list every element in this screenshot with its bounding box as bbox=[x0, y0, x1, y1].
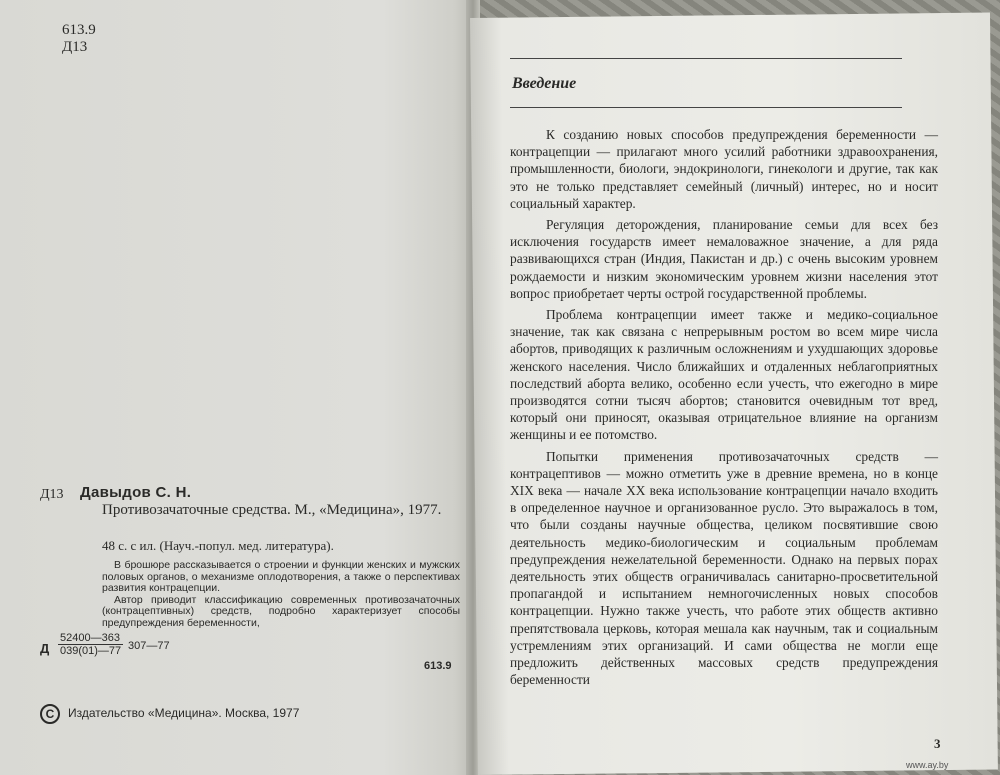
bottom-rule bbox=[510, 107, 902, 108]
publisher-text: Издательство «Медицина». Москва, 1977 bbox=[68, 706, 300, 721]
section-title: Введение bbox=[512, 75, 577, 92]
index-letter: Д bbox=[40, 641, 50, 656]
publisher-line bbox=[40, 704, 299, 724]
copyright-icon: C bbox=[40, 704, 60, 724]
author-name: Давыдов С. Н. bbox=[80, 484, 192, 501]
annotation bbox=[102, 560, 460, 629]
index-numerator: 52400—363 bbox=[58, 632, 123, 645]
left-page bbox=[0, 0, 478, 775]
library-code-udc: 613.9 bbox=[62, 22, 96, 38]
catalog-code: Д13 bbox=[40, 487, 64, 502]
index-order-number: 307—77 bbox=[128, 640, 170, 652]
annotation-paragraph: В брошюре рассказывается о строении и функции женских и мужских половых органов, о механизме оплодотворения, а также о перспективах развития контрацепции. bbox=[102, 559, 460, 594]
index-fraction bbox=[58, 632, 123, 657]
catalog-entry bbox=[40, 484, 460, 629]
page-number: 3 bbox=[934, 736, 941, 751]
body-paragraph: К созданию новых способов предупреждения беременности — контрацепции — прилагают много усилий работники здравоохранения, промышленности, биологи, эндокринологи, гинекологи и другие, так как это не только представляет семейный (личный) интерес, но и носит социальный характер. bbox=[510, 127, 938, 211]
index-udc: 613.9 bbox=[424, 660, 452, 672]
section-header bbox=[510, 58, 902, 108]
library-code bbox=[62, 22, 96, 56]
book-title: Противозачаточные средства. М., «Медицина», 1977. bbox=[102, 502, 442, 518]
watermark: www.ay.by bbox=[906, 760, 949, 770]
body-paragraph: Попытки применения противозачаточных средств — контрацептивов — можно отметить уже в древние времена, но в конце XIX века — начале XX века использование контрацепции начало входить в определенное научное и организованное русло. Это выражалось в том, что были созданы научные общества, целиком посвятившие свою деятельность медико-биологическим и социальным проблемам предупреждения нежелательной беременности. Однако на первых порах деятельность этих обществ ограничивалась санитарно-просветительной пропагандой и испытанием немногочисленных новых способов контрацепции. Нужно также учесть, что работе этих обществ активно препятствовала церковь, которая мешала как научным, так и социальным устремлениям этих организаций. И сами общества не могли еще предложить действенных массовых средств предупреждения беременности bbox=[510, 448, 938, 688]
body-text bbox=[510, 126, 938, 693]
index-denominator: 039(01)—77 bbox=[60, 645, 122, 657]
annotation-paragraph: Автор приводит классификацию современных противозачаточных (контрацептивных) средств, подробно характеризует способы предупреждения беременности, bbox=[102, 593, 460, 629]
library-code-author-mark: Д13 bbox=[62, 39, 88, 55]
page-count: 48 с. с ил. (Науч.-попул. мед. литература). bbox=[102, 538, 334, 553]
body-paragraph: Проблема контрацепции имеет также и медико-социальное значение, так как связана с непрерывным ростом во всем мире числа абортов, приводящих к различным осложнениям и ухудшающих здоровье женского населения. Число ближайших и отдаленных неблагоприятных последствий аборта велико, особенно если учесть, что ежегодно в мире производятся сотни тысяч абортов; становится очевидным тот вред, который они приносят, оказывая отрицательное влияние на организм женщины и ее потомство. bbox=[510, 307, 938, 443]
body-paragraph: Регуляция деторождения, планирование семьи для всех без исключения государств имеет немаловажное значение, а для ряда развивающихся стран (Индия, Пакистан и др.) с очень высоким уровнем рождаемости и низким экономическим уровнем жизни населения этот вопрос приобретает черты острой государственной проблемы. bbox=[510, 217, 938, 301]
